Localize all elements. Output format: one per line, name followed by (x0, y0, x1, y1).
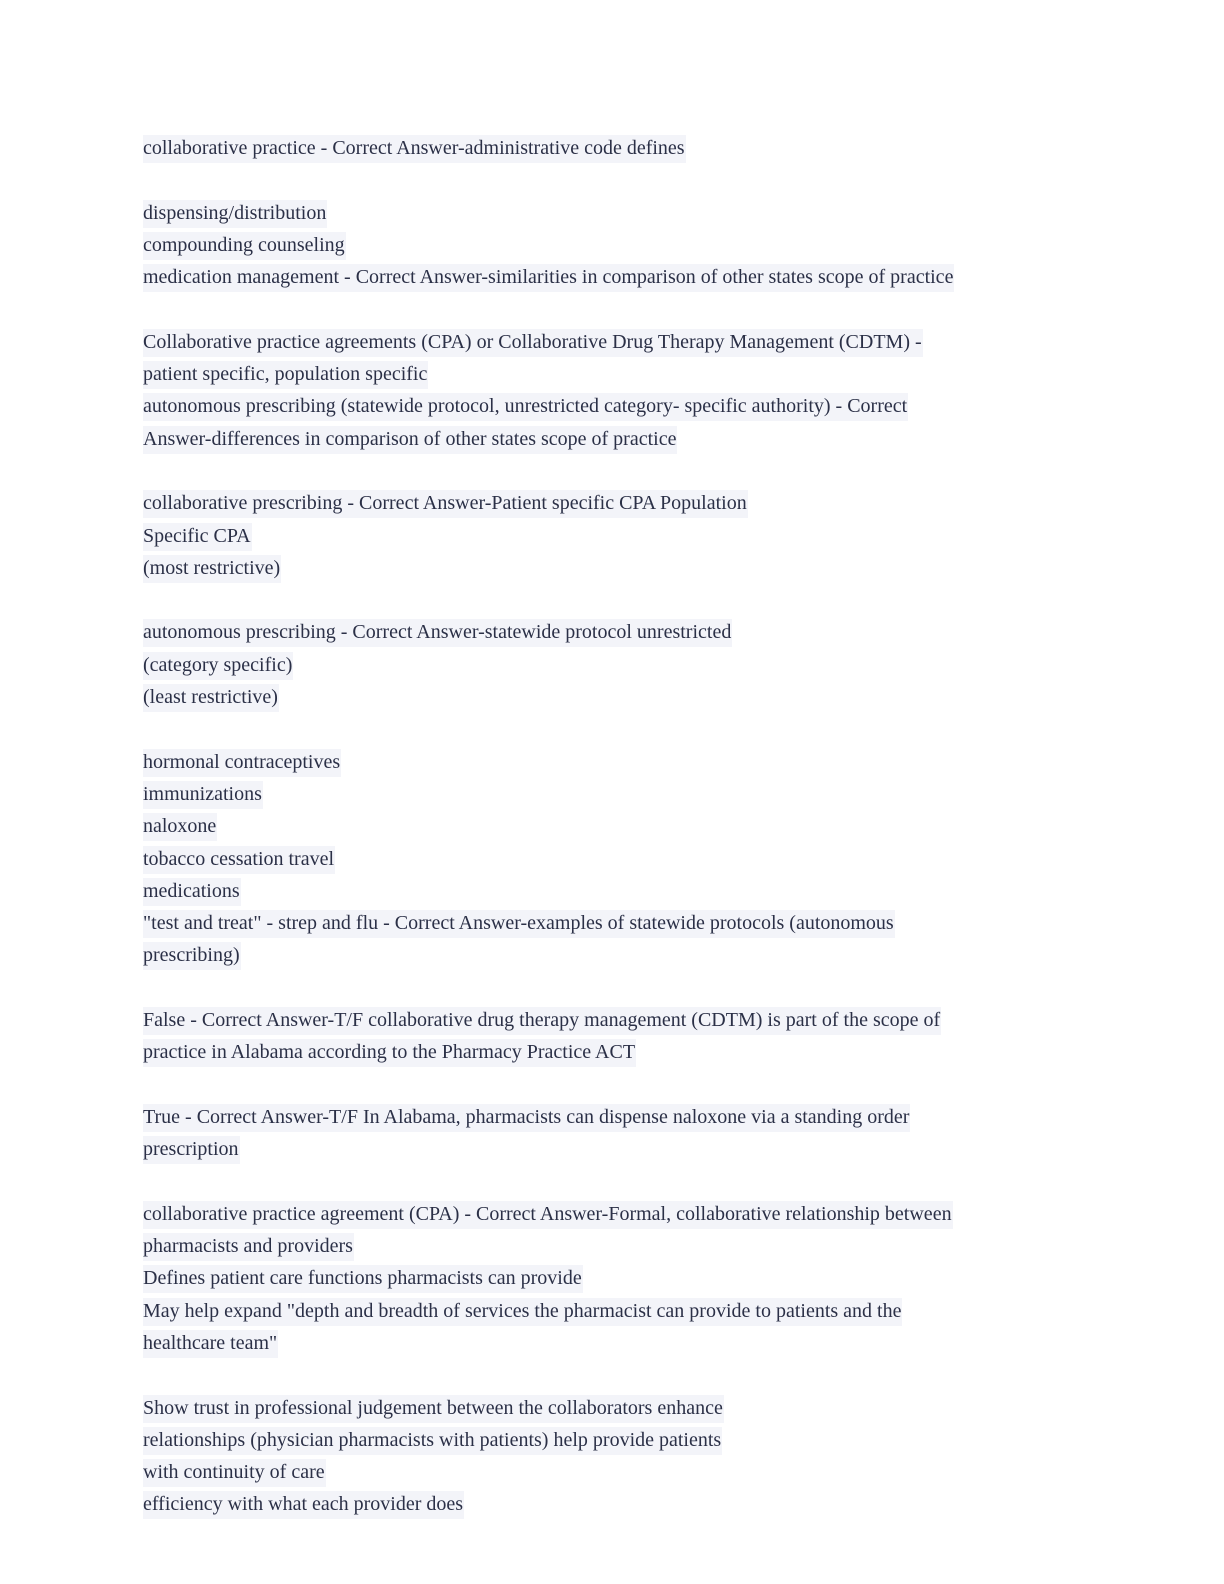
text-line-content: Answer-differences in comparison of other states scope of practice (143, 426, 677, 454)
text-line (143, 261, 1103, 293)
text-line (143, 1198, 1103, 1230)
text-line-content: medications (143, 878, 241, 906)
text-line (143, 390, 1103, 422)
text-line-content: pharmacists and providers (143, 1233, 354, 1261)
text-line (143, 1133, 1103, 1165)
text-line (143, 1262, 1103, 1294)
text-line-content: (least restrictive) (143, 684, 279, 712)
text-block (143, 132, 1103, 164)
text-line-content: immunizations (143, 781, 263, 809)
text-line (143, 746, 1103, 778)
text-line-content: Show trust in professional judgement between the collaborators enhance (143, 1395, 724, 1423)
text-block (143, 1198, 1103, 1359)
text-line (143, 649, 1103, 681)
text-block (143, 616, 1103, 713)
text-line (143, 907, 1103, 939)
text-line-content: collaborative practice - Correct Answer-administrative code defines (143, 135, 686, 163)
text-line-content: efficiency with what each provider does (143, 1491, 464, 1519)
text-line (143, 1004, 1103, 1036)
text-line-content: (category specific) (143, 652, 293, 680)
text-block (143, 197, 1103, 294)
text-line-content: prescribing) (143, 942, 241, 970)
text-line-content: Specific CPA (143, 523, 252, 551)
text-line (143, 520, 1103, 552)
text-line-content: relationships (physician pharmacists with patients) help provide patients (143, 1427, 722, 1455)
text-line-content: with continuity of care (143, 1459, 326, 1487)
text-line (143, 132, 1103, 164)
text-line (143, 939, 1103, 971)
text-line-content: tobacco cessation travel (143, 846, 335, 874)
text-line-content: (most restrictive) (143, 555, 281, 583)
text-line (143, 1101, 1103, 1133)
text-line-content: True - Correct Answer-T/F In Alabama, pharmacists can dispense naloxone via a standing order (143, 1104, 910, 1132)
text-block (143, 1101, 1103, 1166)
text-line-content: compounding counseling (143, 232, 346, 260)
text-line (143, 1392, 1103, 1424)
text-line-content: Defines patient care functions pharmacists can provide (143, 1265, 583, 1293)
text-line-content: May help expand "depth and breadth of services the pharmacist can provide to patients and the (143, 1298, 902, 1326)
text-line-content: naloxone (143, 813, 217, 841)
text-block (143, 1392, 1103, 1521)
text-block (143, 326, 1103, 455)
text-line-content: collaborative practice agreement (CPA) - Correct Answer-Formal, collaborative relationship between (143, 1201, 953, 1229)
text-line-content: medication management - Correct Answer-similarities in comparison of other states scope of practice (143, 264, 954, 292)
text-line-content: autonomous prescribing (statewide protocol, unrestricted category- specific authority) - Correct (143, 393, 908, 421)
text-line (143, 1488, 1103, 1520)
text-line (143, 1456, 1103, 1488)
text-line (143, 810, 1103, 842)
text-line-content: autonomous prescribing - Correct Answer-statewide protocol unrestricted (143, 619, 732, 647)
text-line (143, 616, 1103, 648)
text-line (143, 875, 1103, 907)
text-line (143, 1295, 1103, 1327)
text-line (143, 229, 1103, 261)
text-line (143, 197, 1103, 229)
text-line (143, 1036, 1103, 1068)
text-line (143, 487, 1103, 519)
text-line (143, 552, 1103, 584)
text-line-content: healthcare team" (143, 1330, 278, 1358)
text-line (143, 326, 1103, 358)
text-line-content: False - Correct Answer-T/F collaborative drug therapy management (CDTM) is part of the scope of (143, 1007, 941, 1035)
text-block (143, 746, 1103, 972)
text-line-content: Collaborative practice agreements (CPA) or Collaborative Drug Therapy Management (CDTM) - (143, 329, 923, 357)
text-block (143, 487, 1103, 584)
text-line (143, 843, 1103, 875)
text-line-content: collaborative prescribing - Correct Answer-Patient specific CPA Population (143, 490, 748, 518)
text-line (143, 1230, 1103, 1262)
text-line-content: hormonal contraceptives (143, 749, 341, 777)
text-line-content: dispensing/distribution (143, 200, 327, 228)
text-line (143, 358, 1103, 390)
text-line-content: prescription (143, 1136, 240, 1164)
text-block (143, 1004, 1103, 1069)
text-line-content: practice in Alabama according to the Pharmacy Practice ACT (143, 1039, 636, 1067)
text-line-content: patient specific, population specific (143, 361, 428, 389)
text-line (143, 778, 1103, 810)
text-line (143, 1424, 1103, 1456)
document-page (143, 132, 1103, 1553)
text-line (143, 1327, 1103, 1359)
text-line-content: "test and treat" - strep and flu - Correct Answer-examples of statewide protocols (autonomous (143, 910, 895, 938)
text-line (143, 423, 1103, 455)
text-line (143, 681, 1103, 713)
